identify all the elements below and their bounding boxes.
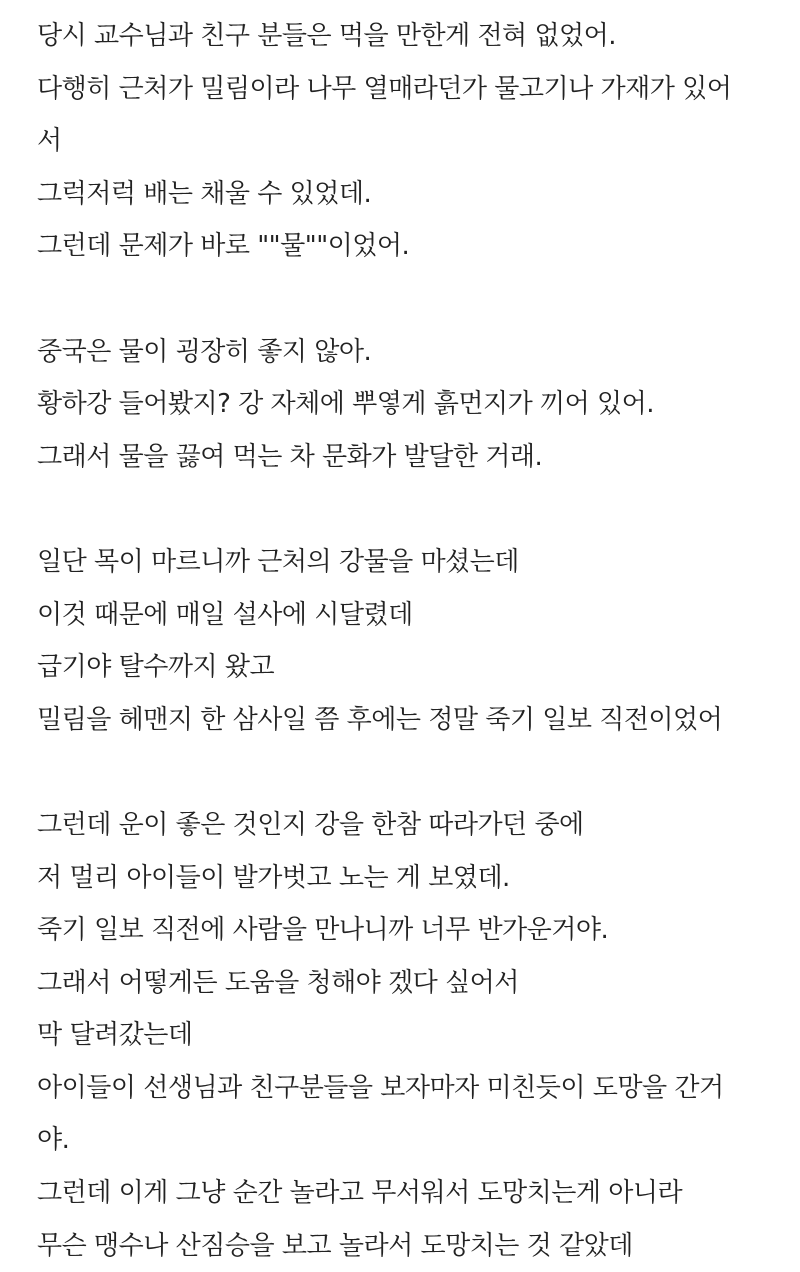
text-line: 그래서 물을 끓여 먹는 차 문화가 발달한 거래.	[37, 441, 543, 472]
text-line: 다행히 근처가 밀림이라 나무 열매라던가 물고기나 가재가 있어	[37, 73, 732, 104]
paragraph	[37, 10, 777, 273]
text-line: 당시 교수님과 친구 분들은 먹을 만한게 전혀 없었어.	[37, 21, 617, 51]
text-line: 이것 때문에 매일 설사에 시달렸데	[37, 599, 413, 630]
text-line: 서	[37, 126, 62, 157]
text-line: 황하강 들어봤지? 강 자체에 뿌옇게 흙먼지가 끼어 있어.	[37, 389, 654, 420]
text-line: 야.	[37, 1125, 70, 1156]
text-line: 중국은 물이 굉장히 좋지 않아.	[37, 336, 372, 367]
text-line: 일단 목이 마르니까 근처의 강물을 마셨는데	[37, 546, 519, 577]
paragraph-gap	[37, 273, 777, 326]
text-line: 저 멀리 아이들이 발가벗고 노는 게 보였데.	[37, 862, 510, 893]
paragraph	[37, 326, 777, 484]
paragraph-gap	[37, 483, 777, 536]
text-line: 무슨 맹수나 산짐승을 보고 놀라서 도망치는 것 같았데	[37, 1230, 633, 1261]
text-line: 급기야 탈수까지 왔고	[37, 652, 275, 683]
text-line: 그런데 이게 그냥 순간 놀라고 무서워서 도망치는게 아니라	[37, 1178, 683, 1209]
text-line: 그런데 운이 좋은 것인지 강을 한참 따라가던 중에	[37, 809, 584, 840]
text-line: 그런데 문제가 바로 ""물""이었어.	[37, 231, 410, 262]
text-line: 그럭저럭 배는 채울 수 있었데.	[37, 178, 372, 209]
paragraph	[37, 536, 777, 746]
text-line: 막 달려갔는데	[37, 1020, 193, 1051]
text-line: 죽기 일보 직전에 사람을 만나니까 너무 반가운거야.	[37, 915, 609, 946]
text-line: 아이들이 선생님과 친구분들을 보자마자 미친듯이 도망을 간거	[37, 1072, 724, 1103]
text-line: 밀림을 헤맨지 한 삼사일 쯤 후에는 정말 죽기 일보 직전이었어	[37, 704, 723, 735]
paragraph	[37, 799, 777, 1272]
paragraph-gap	[37, 746, 777, 799]
article-text	[37, 10, 777, 1272]
text-line: 그래서 어떻게든 도움을 청해야 겠다 싶어서	[37, 967, 519, 998]
